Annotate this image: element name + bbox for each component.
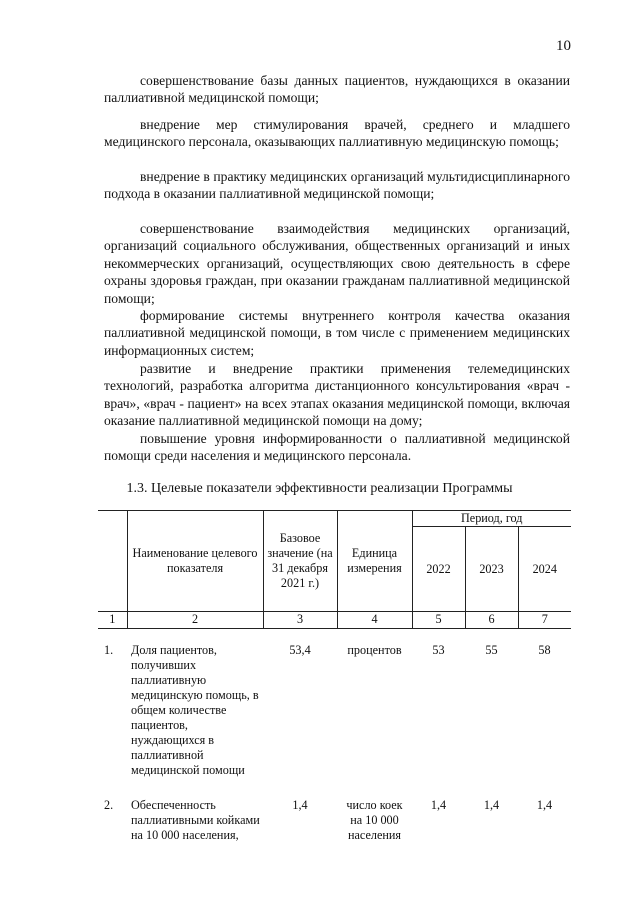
column-number: 4 bbox=[337, 612, 412, 629]
paragraph-7: повышение уровня информированности о паллиативной медицинской помощи среди населения и медицинского персонала. bbox=[104, 431, 570, 464]
base-value: 53,4 bbox=[289, 643, 311, 657]
paragraph-5: формирование системы внутреннего контроля качества оказания паллиативной медицинской помощи, в том числе с применением медицинских информационных систем; bbox=[104, 308, 570, 358]
column-number: 1 bbox=[98, 612, 127, 629]
column-number: 6 bbox=[465, 612, 518, 629]
value-2023: 1,4 bbox=[483, 798, 500, 812]
column-numbers-row bbox=[98, 612, 571, 629]
table-row bbox=[98, 643, 571, 778]
value-2024: 1,4 bbox=[536, 798, 553, 812]
row-number: 1. bbox=[104, 643, 114, 657]
value-2022: 1,4 bbox=[430, 798, 447, 812]
paragraph-6: развитие и внедрение практики применения телемедицинских технологий, разработка алгоритма дистанционного консультирования «врач - врач», «врач - пациент» на всех этапах оказания медицинской помощи, включая оказание паллиативной медицинской помощи на дому; bbox=[104, 361, 570, 429]
column-number: 5 bbox=[412, 612, 465, 629]
unit: процентов bbox=[347, 643, 402, 657]
indicator-name: Доля пациентов, получивших паллиативную медицинскую помощь, в общем количестве пациентов, нуждающихся в паллиативной медицинской помощи bbox=[131, 643, 259, 777]
header-unit: Единица измерения bbox=[337, 511, 412, 612]
row-number: 2. bbox=[104, 798, 114, 812]
table-row bbox=[98, 798, 571, 843]
header-base: Базовое значение (на 31 декабря 2021 г.) bbox=[263, 511, 337, 612]
value-2023: 55 bbox=[485, 643, 498, 657]
header-year-2023: 2023 bbox=[465, 527, 518, 612]
paragraph-3: внедрение в практику медицинских организаций мультидисциплинарного подхода в оказании паллиативной медицинской помощи; bbox=[104, 169, 570, 202]
indicator-name: Обеспеченность паллиативными койками на 10 000 населения, bbox=[131, 798, 260, 842]
header-period: Период, год bbox=[412, 511, 571, 527]
paragraph-4: совершенствование взаимодействия медицинских организаций, организаций социального обслуживания, общественных организаций и иных некоммерческих организаций, осуществляющих свою деятельность в сфере охраны здоровья граждан, при оказании гражданам паллиативной медицинской помощи; bbox=[104, 221, 570, 306]
header-name: Наименование целевого показателя bbox=[127, 511, 263, 612]
header-year-2022: 2022 bbox=[412, 527, 465, 612]
header-year-2024: 2024 bbox=[532, 561, 557, 576]
paragraph-1: совершенствование базы данных пациентов, нуждающихся в оказании паллиативной медицинской помощи; bbox=[104, 73, 570, 106]
base-value: 1,4 bbox=[292, 798, 308, 812]
indicators-table bbox=[98, 510, 571, 843]
column-number: 3 bbox=[263, 612, 337, 629]
header-num bbox=[98, 511, 127, 612]
value-2022: 53 bbox=[432, 643, 445, 657]
unit: число коек на 10 000 населения bbox=[346, 798, 403, 842]
column-number: 2 bbox=[127, 612, 263, 629]
value-2024: 58 bbox=[538, 643, 551, 657]
column-number: 7 bbox=[518, 612, 571, 629]
paragraph-2: внедрение мер стимулирования врачей, среднего и младшего медицинского персонала, оказывающих паллиативную медицинскую помощь; bbox=[104, 117, 570, 150]
section-title: 1.3. Целевые показатели эффективности реализации Программы bbox=[126, 481, 513, 496]
page-number: 10 bbox=[556, 38, 571, 54]
